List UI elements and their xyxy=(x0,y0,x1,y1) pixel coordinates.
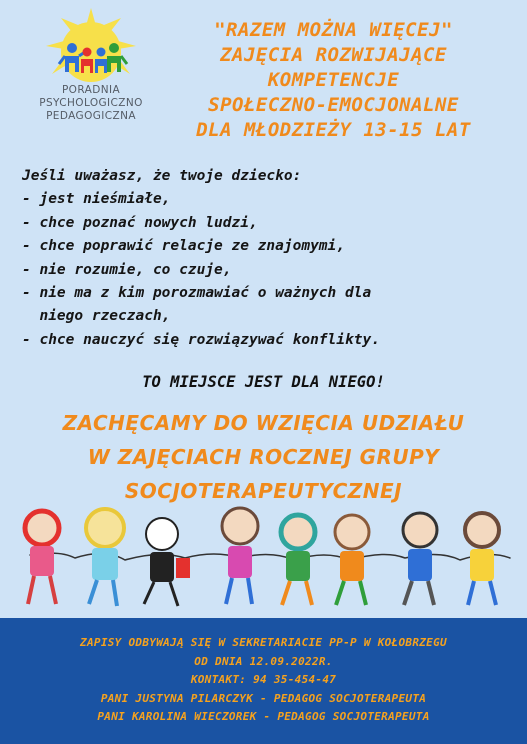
footer-line: OD DNIA 12.09.2022R. xyxy=(194,654,333,668)
intro-line: - nie ma z kim porozmawiać o ważnych dla xyxy=(22,285,372,302)
intro-line: - chce nauczyć się rozwiązywać konflikty. xyxy=(22,331,380,348)
highlight-text: TO MIEJSCE JEST DLA NIEGO! xyxy=(142,373,385,391)
cta-line: ZACHĘCAMY DO WZIĘCIA UDZIAŁU xyxy=(62,411,465,435)
cta-line: W ZAJĘCIACH ROCZNEJ GRUPY xyxy=(87,445,440,469)
cta-line: SOCJOTERAPEUTYCZNEJ xyxy=(124,479,403,503)
title-line: ZAJĘCIA ROZWIJAJĄCE xyxy=(220,44,447,66)
intro-line: - chce poznać nowych ludzi, xyxy=(22,214,258,231)
footer-line: PANI KAROLINA WIECZOREK - PEDAGOG SOCJOTERAPEUTA xyxy=(97,710,430,723)
logo-line: PEDAGOGICZNA xyxy=(46,110,136,122)
child-figure xyxy=(25,511,59,604)
footer-contact xyxy=(0,618,527,744)
child-figure xyxy=(465,513,499,605)
sun-family-logo-icon xyxy=(32,8,150,86)
footer-line: PANI JUSTYNA PILARCZYK - PEDAGOG SOCJOTERAPEUTA xyxy=(100,691,427,705)
children-holding-hands-illustration xyxy=(0,500,527,618)
call-to-action xyxy=(0,406,527,508)
child-figure xyxy=(335,515,369,605)
page-title xyxy=(140,18,527,143)
intro-line: niego rzeczach, xyxy=(22,308,171,325)
footer-line: ZAPISY ODBYWAJĄ SIĘ W SEKRETARIACIE PP-P W KOŁOBRZEGU xyxy=(80,636,447,649)
title-line: KOMPETENCJE xyxy=(267,69,400,91)
intro-line: - chce poprawić relacje ze znajomymi, xyxy=(22,238,346,255)
logo-line: PORADNIA xyxy=(61,84,121,96)
child-figure xyxy=(403,513,437,605)
intro-line: - nie rozumie, co czuje, xyxy=(22,261,232,278)
child-figure xyxy=(144,518,190,606)
logo-line: PSYCHOLOGICZNO xyxy=(39,97,143,109)
title-line: "RAZEM MOŻNA WIĘCEJ" xyxy=(214,19,453,41)
intro-line: - jest nieśmiałe, xyxy=(22,191,171,208)
intro-line: Jeśli uważasz, że twoje dziecko: xyxy=(22,168,302,184)
child-figure xyxy=(281,515,315,605)
title-line: SPOŁECZNO-EMOCJONALNE xyxy=(208,94,459,116)
footer-line: KONTAKT: 94 35-454-47 xyxy=(190,673,337,686)
title-line: DLA MŁODZIEŻY 13-15 LAT xyxy=(196,119,471,141)
intro-list xyxy=(22,165,512,352)
